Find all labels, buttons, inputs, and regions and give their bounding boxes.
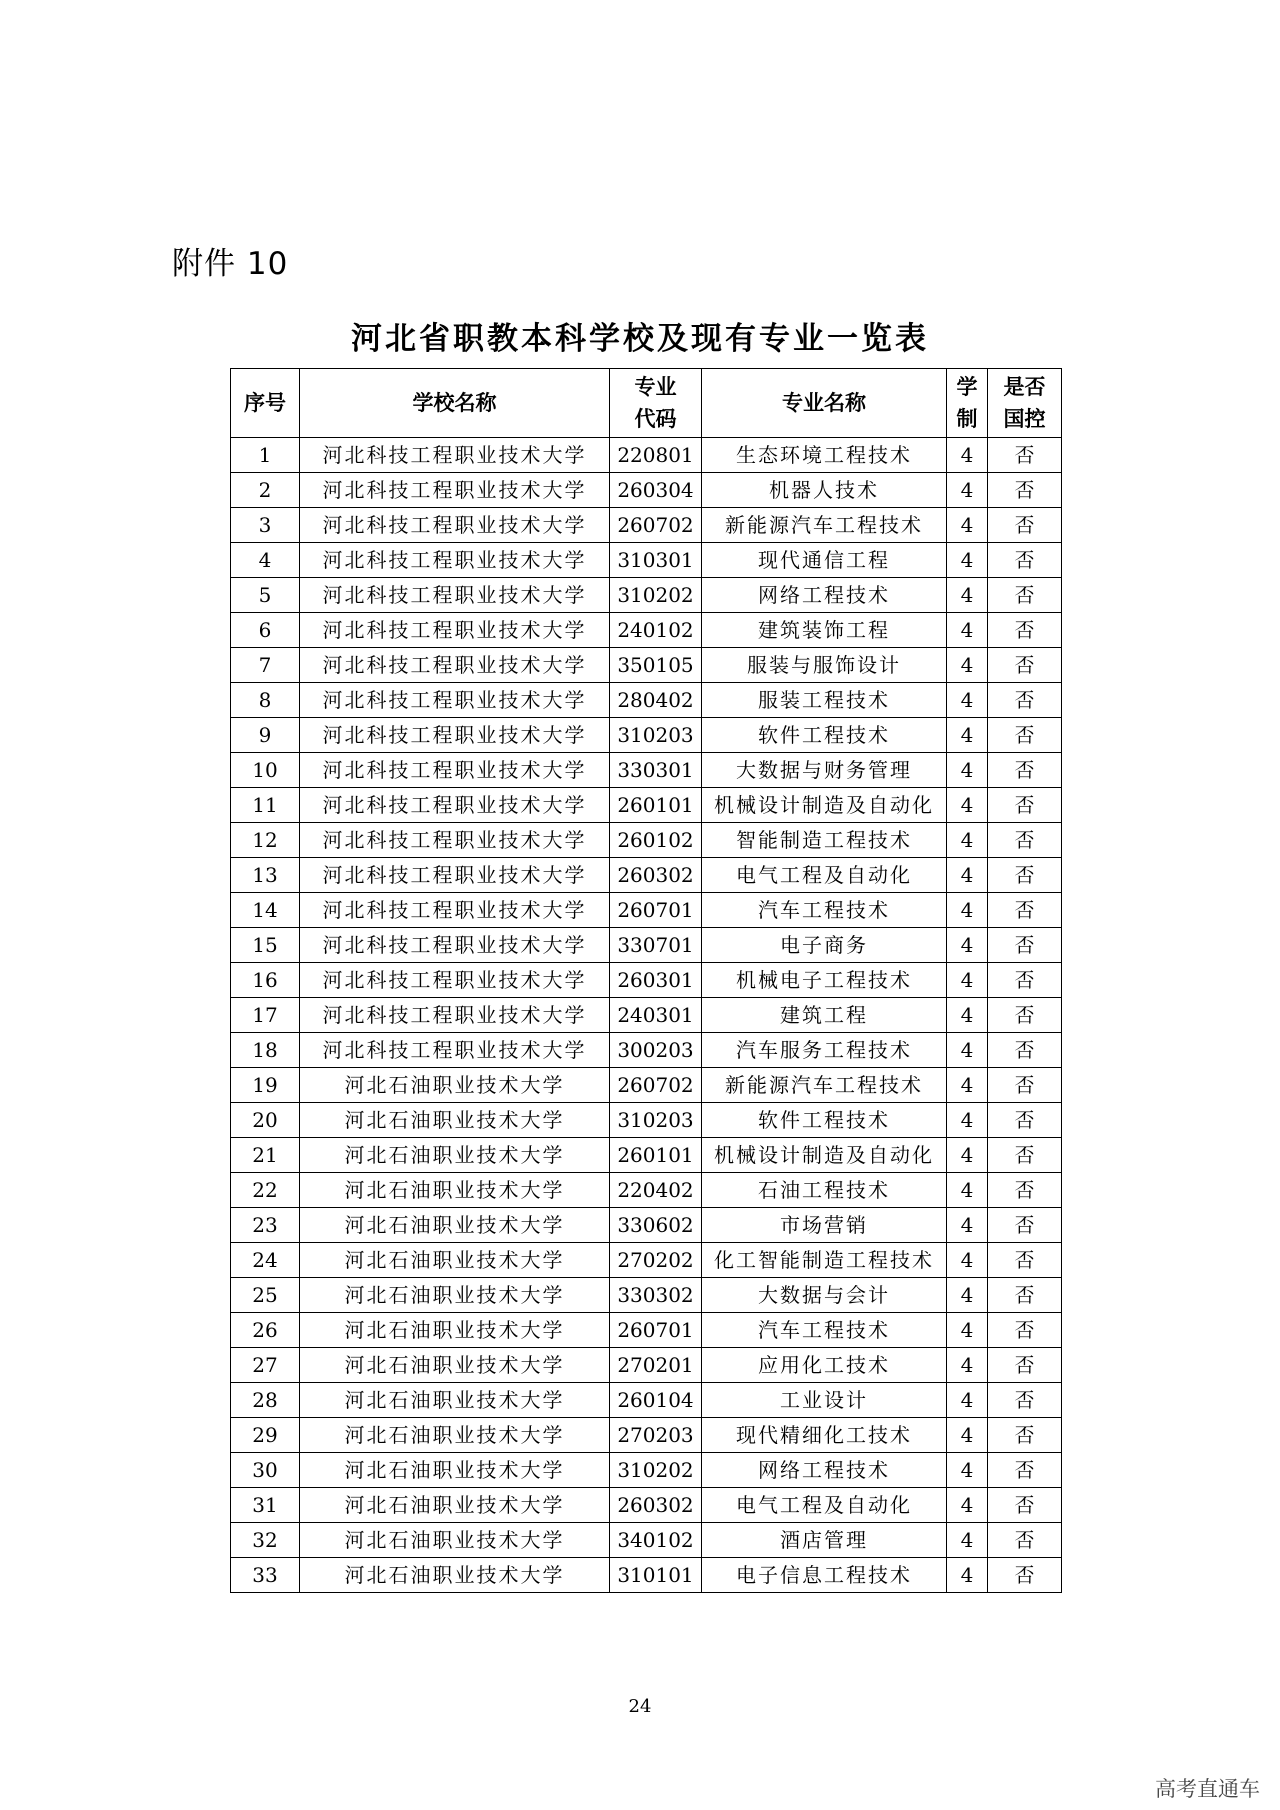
cell-seq: 30 (231, 1453, 300, 1488)
cell-duration: 4 (947, 1523, 988, 1558)
cell-controlled: 否 (988, 1243, 1062, 1278)
cell-duration: 4 (947, 1208, 988, 1243)
cell-seq: 15 (231, 928, 300, 963)
cell-major: 市场营销 (702, 1208, 947, 1243)
cell-major: 现代通信工程 (702, 543, 947, 578)
cell-seq: 29 (231, 1418, 300, 1453)
cell-controlled: 否 (988, 823, 1062, 858)
cell-major: 汽车服务工程技术 (702, 1033, 947, 1068)
cell-duration: 4 (947, 1313, 988, 1348)
cell-major: 网络工程技术 (702, 578, 947, 613)
cell-controlled: 否 (988, 718, 1062, 753)
cell-duration: 4 (947, 823, 988, 858)
table-row (231, 1208, 1062, 1243)
header-school: 学校名称 (300, 369, 610, 438)
cell-code: 260701 (610, 893, 702, 928)
cell-school: 河北石油职业技术大学 (300, 1488, 610, 1523)
header-controlled-line2: 国控 (1003, 406, 1046, 431)
cell-school: 河北科技工程职业技术大学 (300, 648, 610, 683)
cell-major: 软件工程技术 (702, 1103, 947, 1138)
cell-school: 河北石油职业技术大学 (300, 1278, 610, 1313)
table-row (231, 1523, 1062, 1558)
cell-code: 260702 (610, 1068, 702, 1103)
cell-seq: 20 (231, 1103, 300, 1138)
cell-controlled: 否 (988, 858, 1062, 893)
cell-controlled: 否 (988, 753, 1062, 788)
table-row (231, 578, 1062, 613)
cell-code: 260304 (610, 473, 702, 508)
cell-seq: 7 (231, 648, 300, 683)
cell-code: 310203 (610, 718, 702, 753)
cell-school: 河北石油职业技术大学 (300, 1453, 610, 1488)
cell-duration: 4 (947, 858, 988, 893)
cell-duration: 4 (947, 648, 988, 683)
cell-duration: 4 (947, 1488, 988, 1523)
table-row (231, 963, 1062, 998)
cell-school: 河北石油职业技术大学 (300, 1103, 610, 1138)
cell-controlled: 否 (988, 998, 1062, 1033)
header-seq: 序号 (231, 369, 300, 438)
table-row (231, 1278, 1062, 1313)
cell-seq: 12 (231, 823, 300, 858)
table-row (231, 438, 1062, 473)
table-row (231, 823, 1062, 858)
table-row (231, 1138, 1062, 1173)
cell-controlled: 否 (988, 648, 1062, 683)
cell-major: 软件工程技术 (702, 718, 947, 753)
table-row (231, 1488, 1062, 1523)
cell-duration: 4 (947, 613, 988, 648)
cell-seq: 18 (231, 1033, 300, 1068)
cell-seq: 9 (231, 718, 300, 753)
cell-code: 240301 (610, 998, 702, 1033)
cell-code: 310101 (610, 1558, 702, 1593)
table-row (231, 858, 1062, 893)
cell-duration: 4 (947, 928, 988, 963)
cell-duration: 4 (947, 893, 988, 928)
cell-school: 河北科技工程职业技术大学 (300, 438, 610, 473)
cell-controlled: 否 (988, 1418, 1062, 1453)
header-duration-line2: 制 (956, 406, 978, 431)
cell-major: 新能源汽车工程技术 (702, 1068, 947, 1103)
cell-duration: 4 (947, 1173, 988, 1208)
attachment-label: 附件 10 (172, 246, 289, 282)
cell-major: 化工智能制造工程技术 (702, 1243, 947, 1278)
cell-duration: 4 (947, 1453, 988, 1488)
cell-seq: 13 (231, 858, 300, 893)
cell-seq: 23 (231, 1208, 300, 1243)
cell-controlled: 否 (988, 508, 1062, 543)
table-row (231, 683, 1062, 718)
cell-school: 河北科技工程职业技术大学 (300, 963, 610, 998)
cell-school: 河北科技工程职业技术大学 (300, 893, 610, 928)
cell-controlled: 否 (988, 473, 1062, 508)
cell-major: 石油工程技术 (702, 1173, 947, 1208)
cell-seq: 14 (231, 893, 300, 928)
cell-school: 河北石油职业技术大学 (300, 1173, 610, 1208)
header-code-line1: 专业 (634, 374, 677, 399)
cell-school: 河北科技工程职业技术大学 (300, 788, 610, 823)
cell-controlled: 否 (988, 1173, 1062, 1208)
cell-duration: 4 (947, 718, 988, 753)
cell-code: 330301 (610, 753, 702, 788)
table-row (231, 1313, 1062, 1348)
cell-duration: 4 (947, 1348, 988, 1383)
cell-code: 300203 (610, 1033, 702, 1068)
cell-seq: 31 (231, 1488, 300, 1523)
cell-code: 220801 (610, 438, 702, 473)
cell-controlled: 否 (988, 1523, 1062, 1558)
cell-code: 220402 (610, 1173, 702, 1208)
cell-controlled: 否 (988, 1103, 1062, 1138)
cell-controlled: 否 (988, 1383, 1062, 1418)
cell-major: 大数据与财务管理 (702, 753, 947, 788)
table-row (231, 718, 1062, 753)
cell-seq: 10 (231, 753, 300, 788)
cell-duration: 4 (947, 543, 988, 578)
cell-school: 河北科技工程职业技术大学 (300, 928, 610, 963)
cell-duration: 4 (947, 1278, 988, 1313)
cell-controlled: 否 (988, 1068, 1062, 1103)
cell-major: 现代精细化工技术 (702, 1418, 947, 1453)
table-row (231, 508, 1062, 543)
table-row (231, 998, 1062, 1033)
header-controlled (988, 369, 1062, 438)
cell-major: 汽车工程技术 (702, 1313, 947, 1348)
cell-code: 260101 (610, 1138, 702, 1173)
cell-controlled: 否 (988, 578, 1062, 613)
cell-code: 260302 (610, 1488, 702, 1523)
cell-code: 310202 (610, 578, 702, 613)
cell-duration: 4 (947, 1383, 988, 1418)
cell-code: 260104 (610, 1383, 702, 1418)
cell-duration: 4 (947, 753, 988, 788)
cell-duration: 4 (947, 578, 988, 613)
cell-major: 机械设计制造及自动化 (702, 788, 947, 823)
majors-table (230, 368, 1062, 1593)
table-row (231, 753, 1062, 788)
cell-seq: 26 (231, 1313, 300, 1348)
cell-school: 河北科技工程职业技术大学 (300, 858, 610, 893)
cell-code: 310203 (610, 1103, 702, 1138)
cell-major: 机械电子工程技术 (702, 963, 947, 998)
cell-duration: 4 (947, 438, 988, 473)
header-code-line2: 代码 (634, 406, 677, 431)
cell-seq: 24 (231, 1243, 300, 1278)
cell-school: 河北科技工程职业技术大学 (300, 508, 610, 543)
cell-controlled: 否 (988, 1033, 1062, 1068)
cell-controlled: 否 (988, 438, 1062, 473)
table-row (231, 1068, 1062, 1103)
cell-code: 340102 (610, 1523, 702, 1558)
table-row (231, 543, 1062, 578)
cell-controlled: 否 (988, 928, 1062, 963)
table-header-row (231, 369, 1062, 438)
cell-school: 河北科技工程职业技术大学 (300, 998, 610, 1033)
cell-controlled: 否 (988, 1488, 1062, 1523)
cell-school: 河北科技工程职业技术大学 (300, 543, 610, 578)
cell-seq: 3 (231, 508, 300, 543)
cell-seq: 33 (231, 1558, 300, 1593)
cell-major: 电子信息工程技术 (702, 1558, 947, 1593)
header-controlled-line1: 是否 (1003, 374, 1046, 399)
cell-controlled: 否 (988, 613, 1062, 648)
cell-duration: 4 (947, 1068, 988, 1103)
cell-code: 260701 (610, 1313, 702, 1348)
page-number: 24 (628, 1696, 652, 1717)
cell-seq: 28 (231, 1383, 300, 1418)
cell-seq: 1 (231, 438, 300, 473)
cell-seq: 17 (231, 998, 300, 1033)
cell-code: 260102 (610, 823, 702, 858)
cell-controlled: 否 (988, 1558, 1062, 1593)
table-row (231, 1418, 1062, 1453)
cell-controlled: 否 (988, 1348, 1062, 1383)
page-title: 河北省职教本科学校及现有专业一览表 (351, 321, 929, 357)
cell-controlled: 否 (988, 1278, 1062, 1313)
cell-seq: 6 (231, 613, 300, 648)
cell-school: 河北科技工程职业技术大学 (300, 473, 610, 508)
watermark: 高考直通车 (1155, 1777, 1260, 1801)
cell-school: 河北石油职业技术大学 (300, 1558, 610, 1593)
table-row (231, 1348, 1062, 1383)
cell-major: 生态环境工程技术 (702, 438, 947, 473)
cell-controlled: 否 (988, 1208, 1062, 1243)
cell-major: 机器人技术 (702, 473, 947, 508)
cell-major: 建筑装饰工程 (702, 613, 947, 648)
table-row (231, 1453, 1062, 1488)
cell-major: 电气工程及自动化 (702, 858, 947, 893)
cell-major: 服装工程技术 (702, 683, 947, 718)
cell-duration: 4 (947, 998, 988, 1033)
cell-major: 工业设计 (702, 1383, 947, 1418)
cell-seq: 16 (231, 963, 300, 998)
cell-school: 河北石油职业技术大学 (300, 1243, 610, 1278)
table-row (231, 1033, 1062, 1068)
cell-school: 河北科技工程职业技术大学 (300, 1033, 610, 1068)
cell-major: 电气工程及自动化 (702, 1488, 947, 1523)
cell-major: 电子商务 (702, 928, 947, 963)
cell-duration: 4 (947, 1033, 988, 1068)
table-row (231, 648, 1062, 683)
cell-major: 建筑工程 (702, 998, 947, 1033)
cell-duration: 4 (947, 1418, 988, 1453)
cell-duration: 4 (947, 1558, 988, 1593)
table-row (231, 1558, 1062, 1593)
table-row (231, 473, 1062, 508)
cell-school: 河北石油职业技术大学 (300, 1383, 610, 1418)
cell-school: 河北科技工程职业技术大学 (300, 718, 610, 753)
cell-school: 河北石油职业技术大学 (300, 1313, 610, 1348)
cell-seq: 11 (231, 788, 300, 823)
cell-major: 酒店管理 (702, 1523, 947, 1558)
cell-code: 270201 (610, 1348, 702, 1383)
cell-school: 河北石油职业技术大学 (300, 1068, 610, 1103)
cell-school: 河北科技工程职业技术大学 (300, 753, 610, 788)
cell-controlled: 否 (988, 543, 1062, 578)
cell-seq: 4 (231, 543, 300, 578)
table-row (231, 893, 1062, 928)
cell-major: 机械设计制造及自动化 (702, 1138, 947, 1173)
cell-controlled: 否 (988, 1313, 1062, 1348)
cell-code: 280402 (610, 683, 702, 718)
cell-code: 330701 (610, 928, 702, 963)
cell-major: 大数据与会计 (702, 1278, 947, 1313)
cell-duration: 4 (947, 508, 988, 543)
cell-controlled: 否 (988, 963, 1062, 998)
cell-controlled: 否 (988, 893, 1062, 928)
cell-seq: 5 (231, 578, 300, 613)
cell-seq: 2 (231, 473, 300, 508)
cell-school: 河北科技工程职业技术大学 (300, 613, 610, 648)
cell-seq: 22 (231, 1173, 300, 1208)
cell-code: 260101 (610, 788, 702, 823)
cell-code: 330602 (610, 1208, 702, 1243)
cell-code: 260302 (610, 858, 702, 893)
cell-duration: 4 (947, 1138, 988, 1173)
table-row (231, 1103, 1062, 1138)
cell-code: 350105 (610, 648, 702, 683)
cell-duration: 4 (947, 473, 988, 508)
header-major: 专业名称 (702, 369, 947, 438)
cell-code: 310202 (610, 1453, 702, 1488)
cell-major: 应用化工技术 (702, 1348, 947, 1383)
cell-seq: 8 (231, 683, 300, 718)
cell-seq: 21 (231, 1138, 300, 1173)
cell-school: 河北石油职业技术大学 (300, 1348, 610, 1383)
cell-school: 河北科技工程职业技术大学 (300, 683, 610, 718)
cell-major: 汽车工程技术 (702, 893, 947, 928)
cell-school: 河北科技工程职业技术大学 (300, 578, 610, 613)
table-row (231, 1383, 1062, 1418)
cell-school: 河北石油职业技术大学 (300, 1138, 610, 1173)
header-duration-line1: 学 (956, 374, 978, 399)
cell-school: 河北科技工程职业技术大学 (300, 823, 610, 858)
cell-code: 270202 (610, 1243, 702, 1278)
cell-seq: 32 (231, 1523, 300, 1558)
cell-duration: 4 (947, 963, 988, 998)
cell-code: 260301 (610, 963, 702, 998)
cell-school: 河北石油职业技术大学 (300, 1523, 610, 1558)
cell-school: 河北石油职业技术大学 (300, 1208, 610, 1243)
cell-major: 智能制造工程技术 (702, 823, 947, 858)
cell-code: 240102 (610, 613, 702, 648)
table-row (231, 613, 1062, 648)
table-row (231, 788, 1062, 823)
header-code (610, 369, 702, 438)
table-row (231, 1243, 1062, 1278)
cell-duration: 4 (947, 1243, 988, 1278)
cell-code: 330302 (610, 1278, 702, 1313)
table-row (231, 928, 1062, 963)
cell-major: 网络工程技术 (702, 1453, 947, 1488)
cell-controlled: 否 (988, 683, 1062, 718)
header-duration (947, 369, 988, 438)
cell-controlled: 否 (988, 1453, 1062, 1488)
cell-seq: 25 (231, 1278, 300, 1313)
cell-duration: 4 (947, 788, 988, 823)
cell-code: 310301 (610, 543, 702, 578)
cell-seq: 27 (231, 1348, 300, 1383)
cell-school: 河北石油职业技术大学 (300, 1418, 610, 1453)
cell-duration: 4 (947, 683, 988, 718)
cell-major: 新能源汽车工程技术 (702, 508, 947, 543)
cell-major: 服装与服饰设计 (702, 648, 947, 683)
cell-controlled: 否 (988, 1138, 1062, 1173)
cell-controlled: 否 (988, 788, 1062, 823)
cell-code: 270203 (610, 1418, 702, 1453)
cell-code: 260702 (610, 508, 702, 543)
cell-duration: 4 (947, 1103, 988, 1138)
table-row (231, 1173, 1062, 1208)
cell-seq: 19 (231, 1068, 300, 1103)
